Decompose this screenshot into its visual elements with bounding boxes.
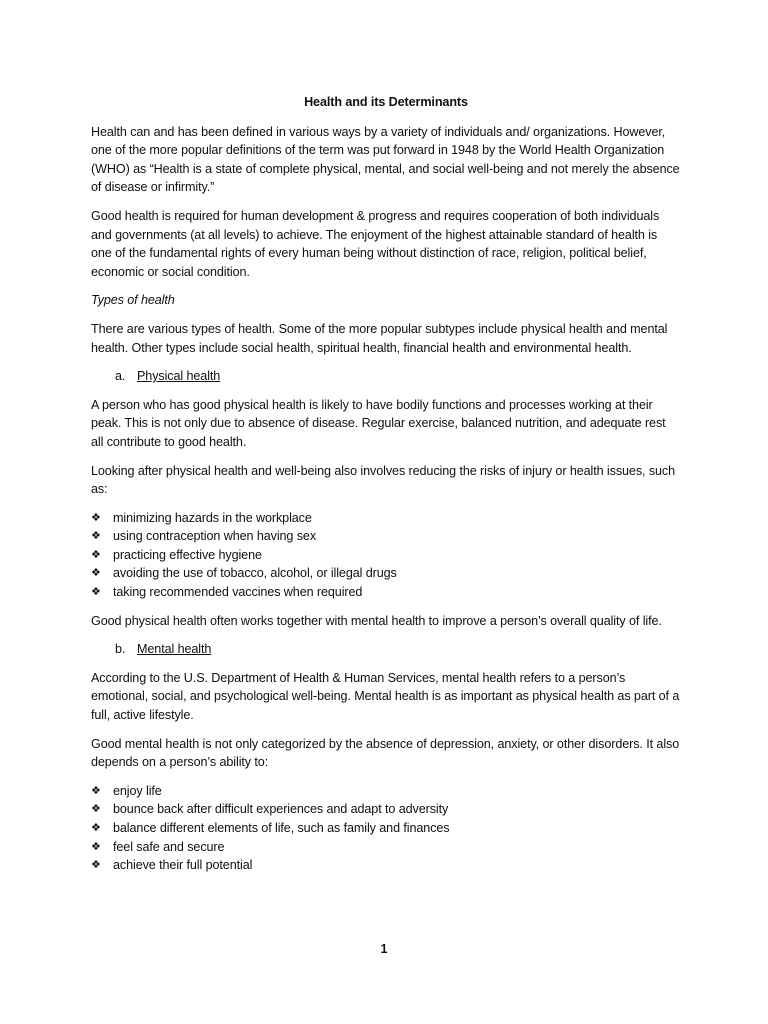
mental-paragraph-2: Good mental health is not only categorized by the absence of depression, anxiety, or other disorders. It also depends on a person’s ability to:	[91, 736, 680, 770]
document-body	[91, 93, 681, 885]
physical-closing-paragraph: Good physical health often works together with mental health to improve a person’s overall quality of life.	[91, 613, 662, 628]
types-paragraph: There are various types of health. Some of the more popular subtypes include physical health and mental health. Other types include social health, spiritual health, financial health and environmental health.	[91, 321, 668, 355]
mental-ability-list	[91, 782, 681, 875]
diamond-dots-icon: ❖	[91, 784, 101, 797]
intro-paragraph-2: Good health is required for human development & progress and requires cooperation of both individuals and governments (at all levels) to achieve. The enjoyment of the highest attainable standard of health is one of the fundamental rights of every human being without distinction of race, religion, political belief, economic or social condition.	[91, 208, 660, 279]
diamond-dots-icon: ❖	[91, 840, 101, 853]
physical-paragraph-2: Looking after physical health and well-being also involves reducing the risks of injury or health issues, such as:	[91, 463, 676, 497]
document-title: Health and its Determinants	[304, 95, 468, 109]
page-number: 1	[380, 942, 388, 956]
diamond-dots-icon: ❖	[91, 586, 101, 599]
list-item: ❖ balance different elements of life, such as family and finances	[91, 819, 681, 838]
diamond-dots-icon: ❖	[91, 803, 101, 816]
list-item: ❖ achieve their full potential	[91, 856, 681, 875]
mental-paragraph-1: According to the U.S. Department of Health & Human Services, mental health refers to a person’s emotional, social, and psychological well-being. Mental health is as important as physical health as part of a full, active lifestyle.	[91, 670, 680, 723]
diamond-dots-icon: ❖	[91, 511, 101, 524]
physical-paragraph-1: A person who has good physical health is likely to have bodily functions and processes working at their peak. This is not only due to absence of disease. Regular exercise, balanced nutrition, and adequate rest all contribute to good health.	[91, 397, 666, 449]
diamond-dots-icon: ❖	[91, 530, 101, 543]
list-item: ❖ minimizing hazards in the workplace	[91, 509, 681, 528]
physical-health-heading-text: Physical health	[137, 369, 221, 384]
list-item: ❖ enjoy life	[91, 782, 681, 801]
list-item: ❖ avoiding the use of tobacco, alcohol, or illegal drugs	[91, 564, 681, 583]
list-item: ❖ feel safe and secure	[91, 838, 681, 857]
diamond-dots-icon: ❖	[91, 548, 101, 561]
mental-health-heading	[91, 640, 681, 659]
mental-health-heading-text: Mental health	[137, 642, 212, 657]
physical-health-letter: a.	[115, 369, 126, 384]
physical-health-heading	[91, 367, 681, 386]
list-item: ❖ using contraception when having sex	[91, 527, 681, 546]
diamond-dots-icon: ❖	[91, 859, 101, 872]
diamond-dots-icon: ❖	[91, 822, 101, 834]
types-of-health-heading: Types of health	[91, 293, 175, 308]
mental-health-letter: b.	[115, 642, 126, 657]
list-item: ❖ taking recommended vaccines when required	[91, 583, 681, 602]
diamond-dots-icon: ❖	[91, 567, 101, 580]
physical-risk-list	[91, 509, 681, 602]
intro-paragraph-1: Health can and has been defined in various ways by a variety of individuals and/ organizations. However, one of the more popular definitions of the term was put forward in 1948 by the World Health Organization (WHO) as “Health is a state of complete physical, mental, and social well-being and not merely the absence of disease or infirmity.”	[91, 124, 680, 195]
list-item: ❖ bounce back after difficult experiences and adapt to adversity	[91, 800, 681, 819]
list-item: ❖ practicing effective hygiene	[91, 546, 681, 565]
